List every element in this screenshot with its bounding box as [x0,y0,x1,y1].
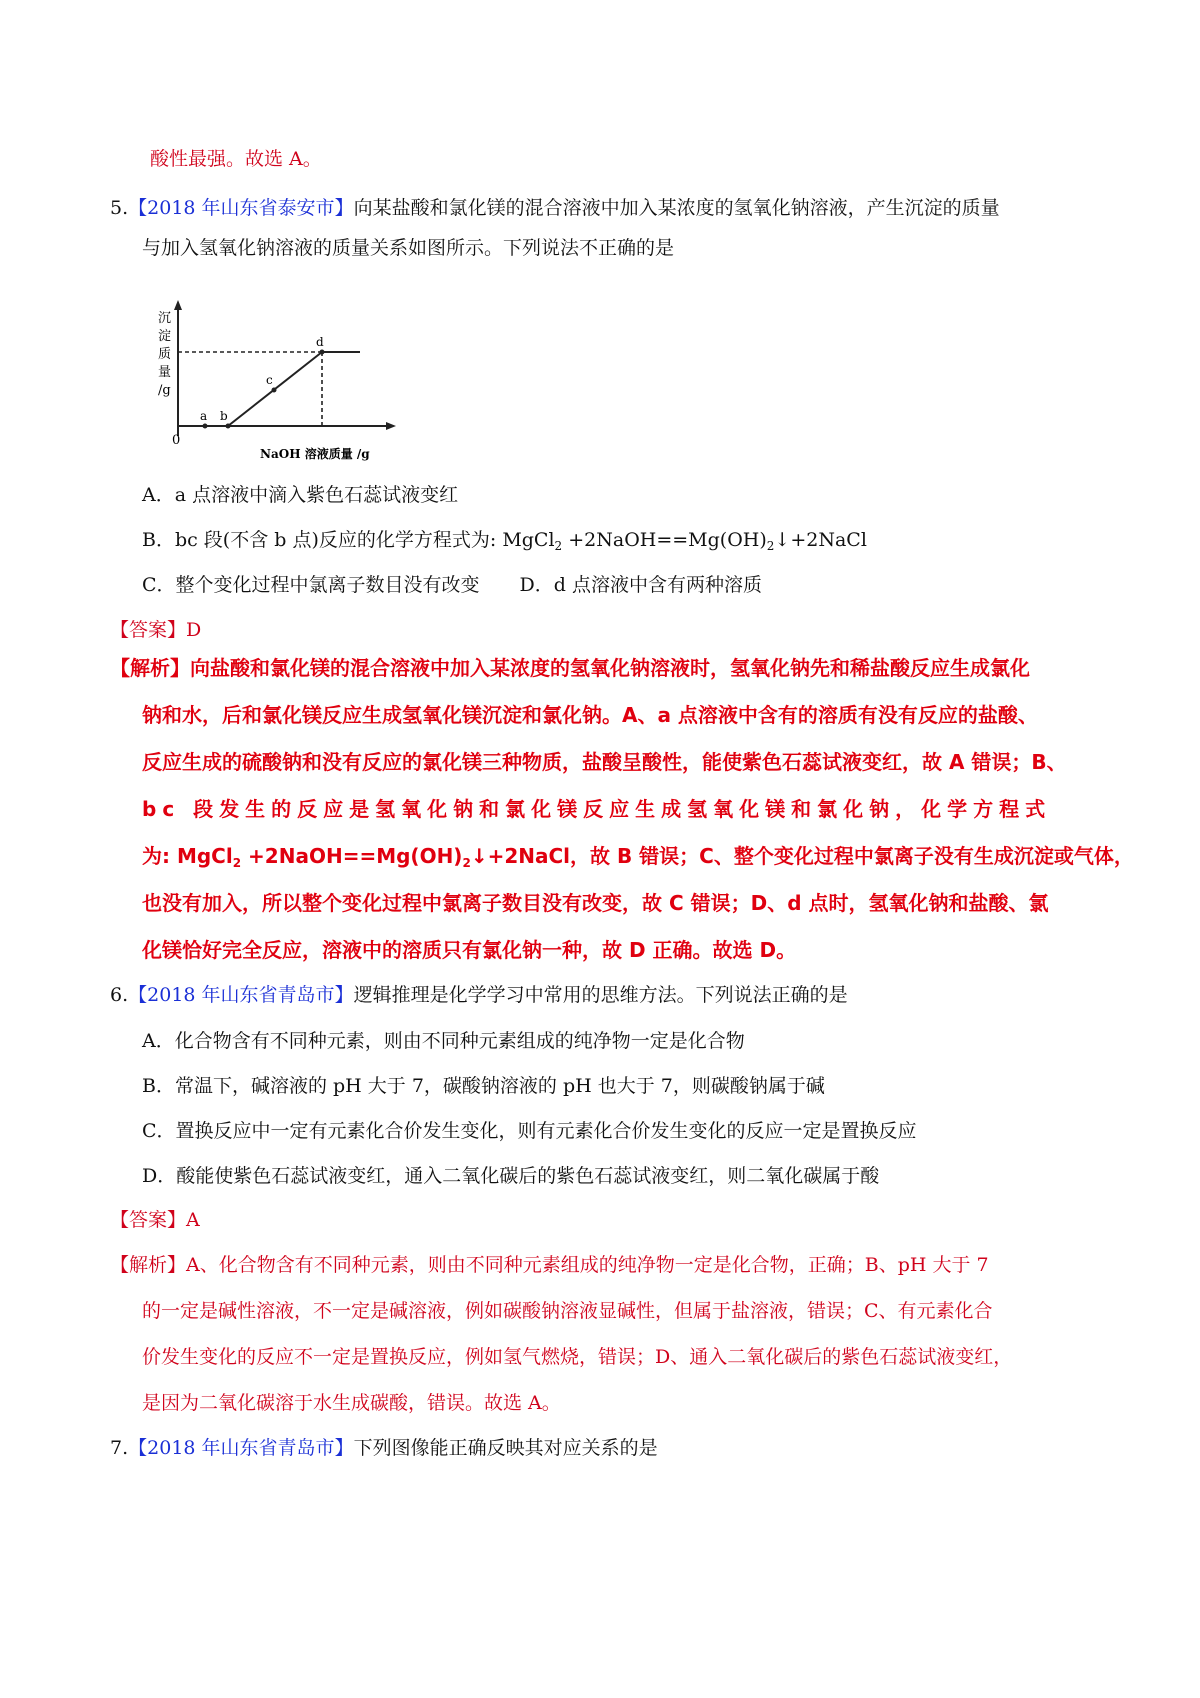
answer-label: 【答案】 [110,1209,187,1231]
answer-value: A [186,1209,200,1231]
answer-value: D [186,619,202,641]
x-axis-label: NaOH 溶液质量 /g [260,447,370,461]
analysis-label: 【解析】 [110,656,190,680]
point-c [272,388,277,393]
origin-label: 0 [172,433,181,448]
q5-analysis-line-2: 钠和水，后和氯化镁反应生成氢氧化镁沉淀和氯化钠。A、a 点溶液中含有的溶质有没有反应的盐酸、 [142,703,1038,727]
q6-analysis-line-1: 【解析】A、化合物含有不同种元素，则由不同种元素组成的纯净物一定是化合物，正确；B、pH 大于 7 [110,1254,989,1276]
q5-options-cd [142,573,1200,597]
point-d [320,350,325,355]
question-stem: 逻辑推理是化学学习中常用的思维方法。下列说法正确的是 [353,984,848,1006]
question-source: 2018 年山东省青岛市 [147,984,335,1006]
label-a: a [200,409,208,423]
q5-answer [110,618,1200,642]
q6-option-c: C．置换反应中一定有元素化合价发生变化，则有元素化合价发生变化的反应一定是置换反应 [142,1120,917,1142]
analysis-label: 【解析】 [110,1254,187,1276]
q6-analysis-line-2: 的一定是碱性溶液，不一定是碱溶液，例如碳酸钠溶液显碱性，但属于盐溶液，错误；C、有元素化合 [142,1300,993,1322]
question-5-stem-cont: 与加入氢氧化钠溶液的质量关系如图所示。下列说法不正确的是 [142,237,675,259]
question-6-header: 6.【2018 年山东省青岛市】逻辑推理是化学学习中常用的思维方法。下列说法正确的是 [110,984,848,1006]
q5-analysis-line-1: 【解析】向盐酸和氯化镁的混合溶液中加入某浓度的氢氧化钠溶液时，氢氧化钠先和稀盐酸反应生成氯化 [110,656,1030,680]
y-label-char-3: 质 [158,347,172,362]
previous-answer-tail: 酸性最强。故选 A。 [150,148,322,170]
q5-analysis-line-5: 为: MgCl$_2$ $+2NaOH==Mg(OH)_2↓+2NaCl$，故 B 错误；C、整个变化过程中氯离子没有生成沉淀或气体， [142,844,1134,870]
q5-analysis-line-6: 也没有加入，所以整个变化过程中氯离子数目没有改变，故 C 错误；D、d 点时，氢氧化钠和盐酸、氯 [142,891,1049,915]
answer-label: 【答案】 [110,619,187,641]
y-label-char-4: 量 [158,365,172,380]
q6-option-d: D．酸能使紫色石蕊试液变红，通入二氧化碳后的紫色石蕊试液变红，则二氧化碳属于酸 [142,1165,880,1187]
point-a [203,424,208,429]
question-number: 5. [110,197,129,219]
question-number: 7. [110,1437,129,1459]
q6-analysis-line-4: 是因为二氧化碳溶于水生成碳酸，错误。故选 A。 [142,1392,561,1414]
label-d: d [316,335,324,349]
q6-option-a: A．化合物含有不同种元素，则由不同种元素组成的纯净物一定是化合物 [142,1030,745,1052]
x-axis-arrow [386,422,396,430]
q5-option-a: A．a 点溶液中滴入紫色石蕊试液变红 [142,484,459,506]
q5-option-c: C．整个变化过程中氯离子数目没有改变 [142,574,480,596]
question-source: 2018 年山东省泰安市 [147,197,335,219]
y-label-char-5: /g [158,383,171,398]
q5-analysis-line-3: 反应生成的硫酸钠和没有反应的氯化镁三种物质，盐酸呈酸性，能使紫色石蕊试液变红，故 A 错误；B、 [142,750,1067,774]
precipitate-mass-graph [150,300,400,480]
y-axis-arrow [174,300,182,310]
question-source: 2018 年山东省青岛市 [147,1437,335,1459]
q6-option-b: B．常温下，碱溶液的 pH 大于 7，碳酸钠溶液的 pH 也大于 7，则碳酸钠属于碱 [142,1075,825,1097]
y-label-char-1: 沉 [158,311,172,326]
point-b [226,424,231,429]
label-b: b [220,409,228,423]
q6-answer [110,1208,1200,1232]
q5-option-b: B．bc 段(不含 b 点)反应的化学方程式为: MgCl$_2$ $+2NaOH==Mg(OH)_2↓+2NaCl$ [142,529,867,553]
q5-option-d: D．d 点溶液中含有两种溶质 [519,574,762,596]
question-stem: 下列图像能正确反映其对应关系的是 [353,1437,658,1459]
q5-analysis-line-4: bc 段发生的反应是氢氧化钠和氯化镁反应生成氢氧化镁和氯化钠，化学方程式 [142,797,1052,821]
question-7-header: 7.【2018 年山东省青岛市】下列图像能正确反映其对应关系的是 [110,1437,658,1459]
q5-analysis-line-7: 化镁恰好完全反应，溶液中的溶质只有氯化钠一种，故 D 正确。故选 D。 [142,938,797,962]
question-5-header: 5.【2018 年山东省泰安市】向某盐酸和氯化镁的混合溶液中加入某浓度的氢氧化钠溶液，产生沉淀的质量 [110,197,1000,219]
y-label-char-2: 淀 [158,329,172,344]
question-number: 6. [110,984,129,1006]
q6-analysis-line-3: 价发生变化的反应不一定是置换反应，例如氢气燃烧，错误；D、通入二氧化碳后的紫色石蕊试液变红， [142,1346,1013,1368]
label-c: c [266,373,273,387]
question-stem: 向某盐酸和氯化镁的混合溶液中加入某浓度的氢氧化钠溶液，产生沉淀的质量 [353,197,1000,219]
